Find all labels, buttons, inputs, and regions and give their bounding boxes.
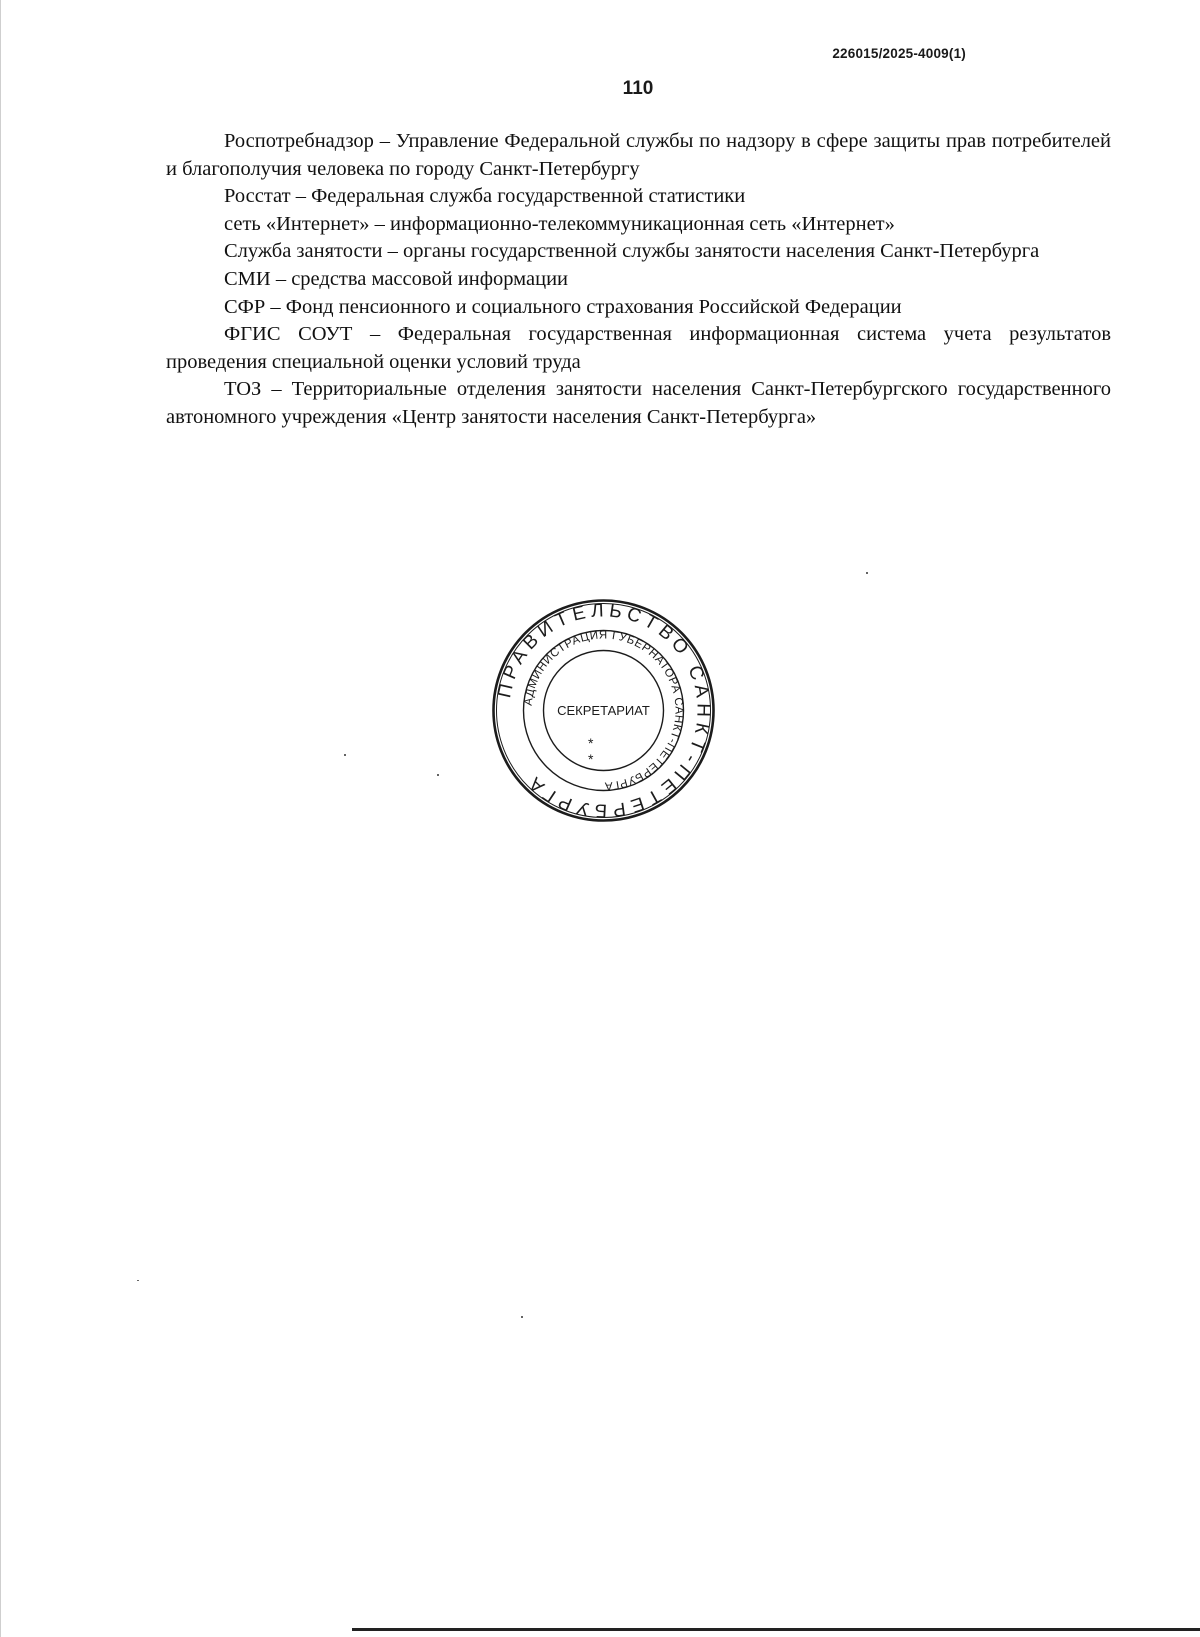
scan-speck <box>866 572 868 574</box>
abbreviation-entry-fgis-sout: ФГИС СОУТ – Федеральная государственная информационная система учета результатов проведения специальной оценки условий труда <box>166 323 1111 373</box>
official-seal-stamp <box>491 598 716 823</box>
abbreviation-entry-employment-service: Служба занятости – органы государственной службы занятости населения Санкт-Петербурга <box>224 240 1040 263</box>
stamp-inner-text: АДМИНИСТРАЦИЯ ГУБЕРНАТОРА САНКТ-ПЕТЕРБУРГА <box>522 629 685 792</box>
stamp-center-text: СЕКРЕТАРИАТ <box>557 703 650 718</box>
stamp-outer-text: ПРАВИТЕЛЬСТВО САНКТ-ПЕТЕРБУРГА <box>494 600 714 821</box>
abbreviation-entry-internet: сеть «Интернет» – информационно-телекоммуникационная сеть «Интернет» <box>224 212 895 235</box>
scan-speck <box>137 1280 139 1281</box>
svg-text:*: * <box>588 751 594 767</box>
scan-edge-line <box>0 0 1 1637</box>
abbreviation-entry-rosstat: Росстат – Федеральная служба государственной статистики <box>224 185 746 208</box>
scan-speck <box>344 754 346 756</box>
page-number: 110 <box>622 78 654 99</box>
scan-speck <box>521 1316 523 1318</box>
bottom-edge-line <box>352 1628 1200 1631</box>
scan-speck <box>437 774 439 776</box>
abbreviation-entry-rospotrebnadzor: Роспотребнадзор – Управление Федеральной службы по надзору в сфере защиты прав потребителей и благополучия человека по городу Санкт-Петербургу <box>166 130 1111 180</box>
svg-text:*: * <box>588 735 594 751</box>
abbreviation-entry-sfr: СФР – Фонд пенсионного и социального страхования Российской Федерации <box>224 295 902 318</box>
abbreviation-entry-toz: ТОЗ – Территориальные отделения занятости населения Санкт-Петербургского государственного автономного учреждения «Центр занятости населения Санкт-Петербурга» <box>166 378 1111 428</box>
abbreviation-entry-smi: СМИ – средства массовой информации <box>224 267 569 290</box>
abbreviations-list <box>166 128 1111 432</box>
document-id: 226015/2025-4009(1) <box>832 46 966 61</box>
